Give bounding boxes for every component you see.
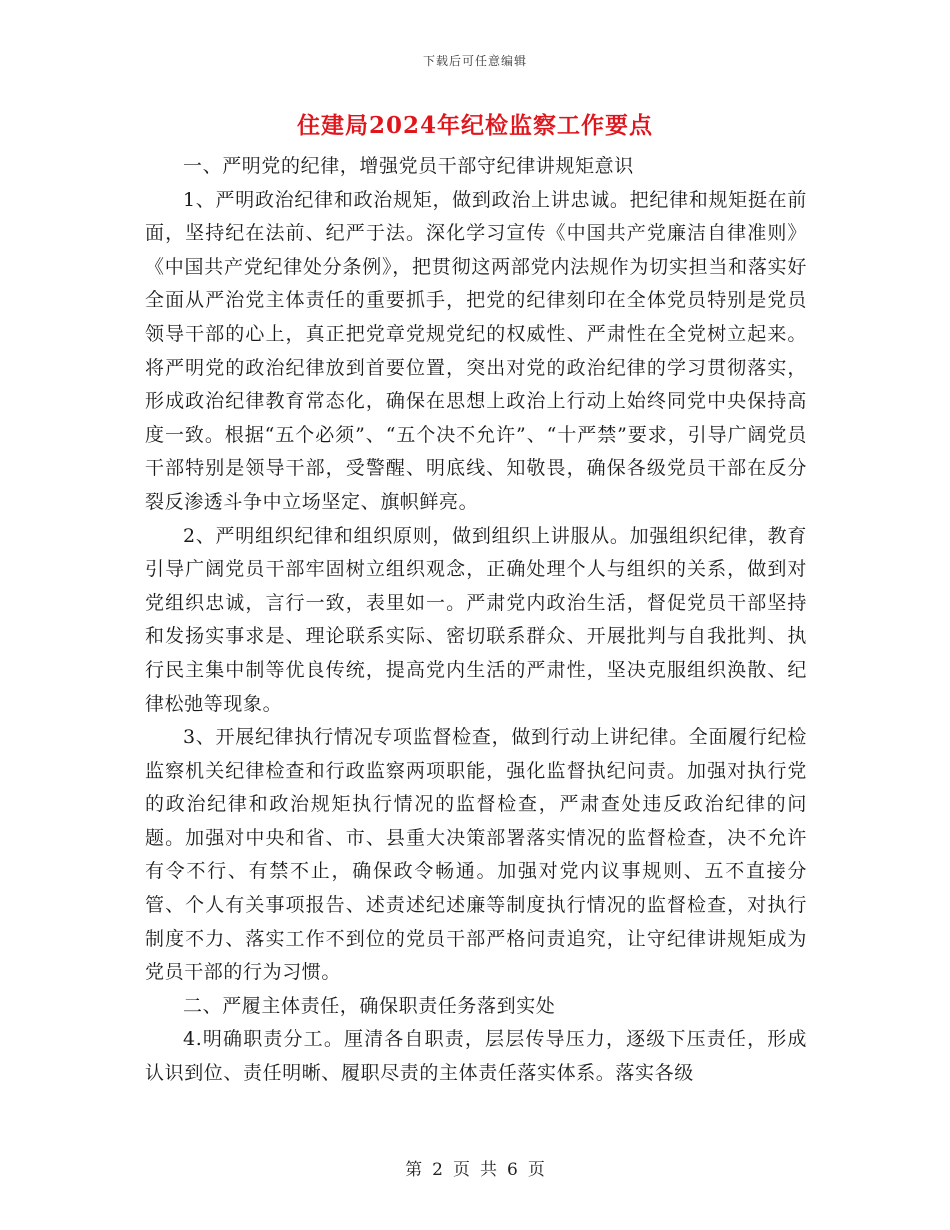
document-body xyxy=(145,150,807,1091)
section-heading-1: 一、严明党的纪律，增强党员干部守纪律讲规矩意识 xyxy=(183,155,634,177)
page-number-footer xyxy=(0,1155,950,1180)
footer-di: 第 xyxy=(405,1160,423,1180)
document-title: 住建局2024年纪检监察工作要点 xyxy=(296,112,653,139)
paragraph-3: 3、开展纪律执行情况专项监督检查，做到行动上讲纪律。全面履行纪检监察机关纪律检查和行政监察两项职能，强化监督执纪问责。加强对执行党的政治纪律和政治规矩执行情况的监督检查，严肃查处违反政治纪律的问题。加强对中央和省、市、县重大决策部署落实情况的监督检查，决不允许有令不行、有禁不止，确保政令畅通。加强对党内议事规则、五不直接分管、个人有关事项报告、述责述纪述廉等制度执行情况的监督检查，对执行制度不力、落实工作不到位的党员干部严格问责追究，让守纪律讲规矩成为党员干部的行为习惯。 xyxy=(145,726,807,984)
footer-ye: 页 xyxy=(453,1160,470,1180)
footer-gong: 共 xyxy=(480,1160,497,1180)
paragraph-1: 1、严明政治纪律和政治规矩，做到政治上讲忠诚。把纪律和规矩挺在前面，坚持纪在法前、纪严于法。深化学习宣传《中国共产党廉洁自律准则》《中国共产党纪律处分条例》，把贯彻这两部党内法规作为切实担当和落实好全面从严治党主体责任的重要抓手，把党的纪律刻印在全体党员特别是党员领导干部的心上，真正把党章党规党纪的权威性、严肃性在全党树立起来。将严明党的政治纪律放到首要位置，突出对党的政治纪律的学习贯彻落实，形成政治纪律教育常态化，确保在思想上政治上行动上始终同党中央保持高度一致。根据“五个必须”、“五个决不允许”、“十严禁”要求，引导广阔党员干部特别是领导干部，受警醒、明底线、知敬畏，确保各级党员干部在反分裂反渗透斗争中立场坚定、旗帜鲜亮。 xyxy=(145,188,807,513)
footer-total-pages: 6 xyxy=(507,1160,518,1180)
paragraph-2: 2、严明组织纪律和组织原则，做到组织上讲服从。加强组织纪律，教育引导广阔党员干部牢固树立组织观念，正确处理个人与组织的关系，做到对党组织忠诚，言行一致，表里如一。严肃党内政治生活，督促党员干部坚持和发扬实事求是、理论联系实际、密切联系群众、开展批判与自我批判、执行民主集中制等优良传统，提高党内生活的严肃性，坚决克服组织涣散、纪律松弛等现象。 xyxy=(145,524,807,715)
section-heading-2: 二、严履主体责任，确保职责任务落到实处 xyxy=(183,994,556,1017)
footer-ye-2: 页 xyxy=(527,1160,545,1180)
paragraph-4: 4.明确职责分工。厘清各自职责，层层传导压力，逐级下压责任，形成认识到位、责任明晰、履职尽责的主体责任落实体系。落实各级 xyxy=(145,1028,807,1085)
footer-current-page: 2 xyxy=(432,1160,443,1180)
page-header-note: 下载后可任意编辑 xyxy=(422,54,527,68)
